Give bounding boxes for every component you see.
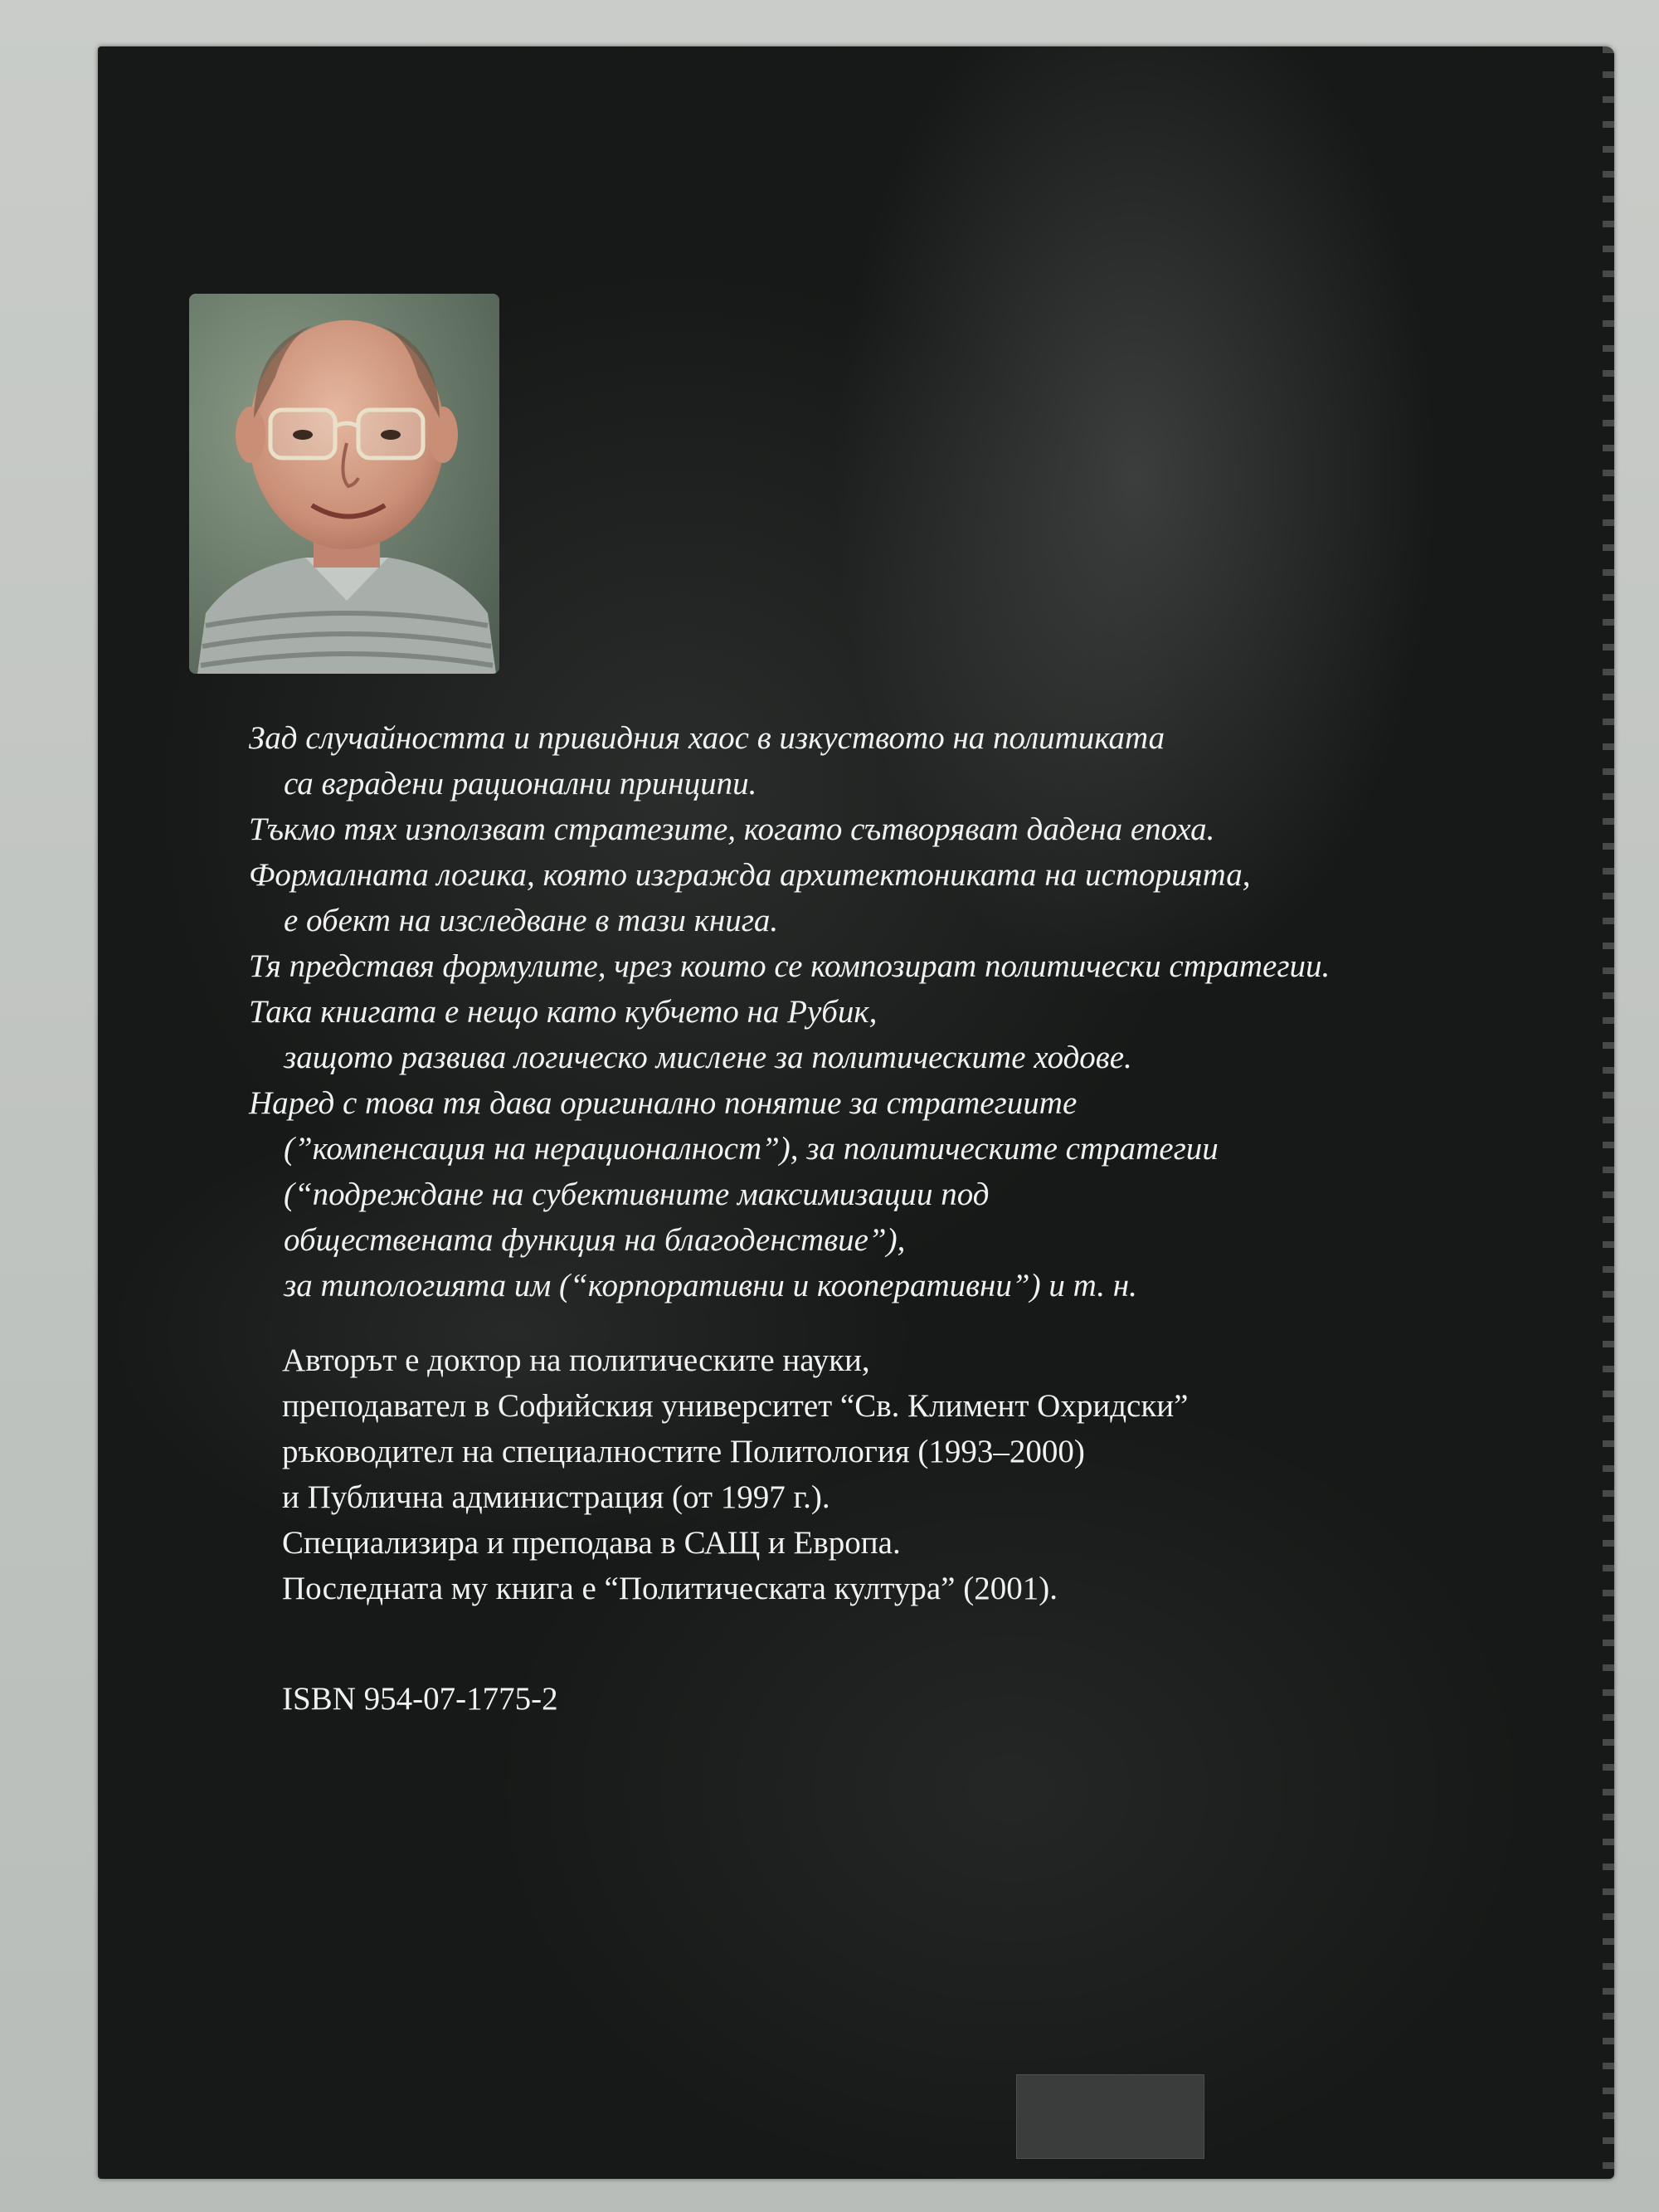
- author-bio: [282, 1337, 1188, 1611]
- blurb-line: защото развива логическо мислене за политическите ходове.: [284, 1040, 1132, 1075]
- blurb-line: Наред с това тя дава оригинално понятие за стратегиите: [249, 1085, 1078, 1121]
- blurb-line: Зад случайността и привидния хаос в изкуството на политиката: [249, 720, 1165, 756]
- bio-line: ръководител на специалностите Политология (1993–2000): [282, 1434, 1085, 1469]
- bio-line: Последната му книга е “Политическата култура” (2001).: [282, 1571, 1058, 1606]
- barcode-sticker-area: [1016, 2074, 1204, 2159]
- author-portrait: [189, 294, 499, 674]
- blurb-line: Тя представя формулите, чрез които се композират политически стратегии.: [249, 948, 1331, 984]
- isbn-number: ISBN 954-07-1775-2: [282, 1681, 558, 1717]
- blurb-line: е обект на изследване в тази книга.: [284, 903, 779, 938]
- blurb-line: Така книгата е нещо като кубчето на Рубик,: [249, 994, 878, 1030]
- blurb-line: обществената функция на благоденствие”),: [284, 1222, 906, 1258]
- blurb-line: са вградени рационални принципи.: [284, 766, 757, 801]
- author-portrait-image: [189, 294, 499, 674]
- bio-line: и Публична администрация (от 1997 г.).: [282, 1479, 830, 1515]
- blurb-line: Тъкмо тях използват стратезите, когато сътворяват дадена епоха.: [249, 811, 1215, 847]
- blurb-line: (“подреждане на субективните максимизации под: [284, 1177, 990, 1212]
- bio-line: Специализира и преподава в САЩ и Европа.: [282, 1525, 901, 1561]
- blurb-text: [249, 715, 1330, 1308]
- blurb-line: Формалната логика, която изгражда архитектониката на историята,: [249, 857, 1251, 893]
- blurb-line: за типологията им (“корпоративни и кооперативни”) и т. н.: [284, 1268, 1137, 1303]
- bio-line: Авторът е доктор на политическите науки,: [282, 1342, 870, 1378]
- blurb-line: (”компенсация на нерационалност”), за политическите стратегии: [284, 1131, 1219, 1167]
- bio-line: преподавател в Софийския университет “Св. Климент Охридски”: [282, 1388, 1189, 1424]
- cover-edge-wear: [1603, 46, 1614, 2179]
